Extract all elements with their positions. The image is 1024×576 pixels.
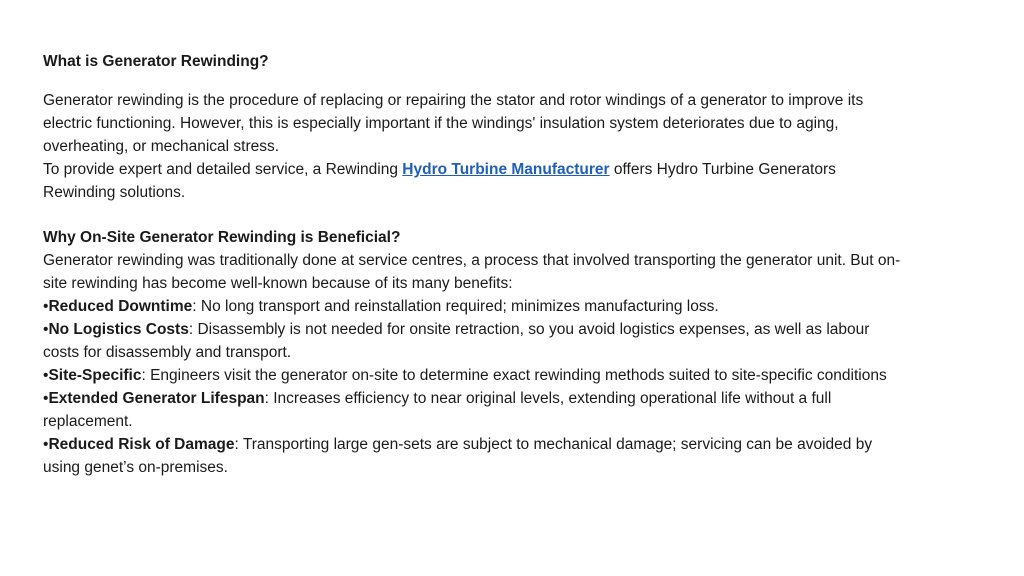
bullet-text: : No long transport and reinstallation required; minimizes manufacturing loss. [192,298,719,315]
bullet-text: : Increases efficiency to near original levels, extending operational life without a full replacement. [43,390,832,430]
section-heading-why-onsite: Why On-Site Generator Rewinding is Beneficial? [43,229,401,246]
bullet-term: Reduced Risk of Damage [48,436,235,453]
spacer [43,204,903,226]
hydro-turbine-manufacturer-link[interactable]: Hydro Turbine Manufacturer [402,161,610,178]
service-paragraph [43,158,903,204]
bullet-term: Extended Generator Lifespan [48,390,265,407]
service-text-after: offers Hydro Turbine Generators Rewinding solutions. [43,161,836,201]
bullet-text: : Disassembly is not needed for onsite retraction, so you avoid logistics expenses, as well as labour costs for disassembly and transport. [43,321,870,361]
slide-content [43,50,903,479]
bullet-item-site-specific [43,364,903,387]
bullet-icon: • [43,436,49,453]
bullet-text: : Engineers visit the generator on-site to determine exact rewinding methods suited to site-specific conditions [141,367,887,384]
bullet-text: : Transporting large gen-sets are subject to mechanical damage; servicing can be avoided by using genet’s on-premises. [43,436,873,476]
bullet-icon: • [43,390,49,407]
bullet-item-no-logistics-costs [43,318,903,364]
bullet-item-reduced-downtime [43,295,903,318]
service-text-before: To provide expert and detailed service, a Rewinding [43,161,403,178]
onsite-intro-paragraph: Generator rewinding was traditionally done at service centres, a process that involved transporting the generator unit. But on-site rewinding has become well-known because of its many benefits: [43,252,901,292]
bullet-icon: • [43,321,49,338]
bullet-item-reduced-risk [43,433,903,479]
bullet-icon: • [43,298,49,315]
bullet-icon: • [43,367,49,384]
section-heading-what-is: What is Generator Rewinding? [43,53,269,70]
bullet-term: No Logistics Costs [48,321,189,338]
bullet-item-extended-lifespan [43,387,903,433]
definition-paragraph: Generator rewinding is the procedure of replacing or repairing the stator and rotor windings of a generator to improve its electric functioning. However, this is especially important if the windings' insulation system deteriorates due to aging, overheating, or mechanical stress. [43,92,864,155]
bullet-term: Site-Specific [48,367,142,384]
spacer [43,73,903,89]
bullet-term: Reduced Downtime [48,298,193,315]
